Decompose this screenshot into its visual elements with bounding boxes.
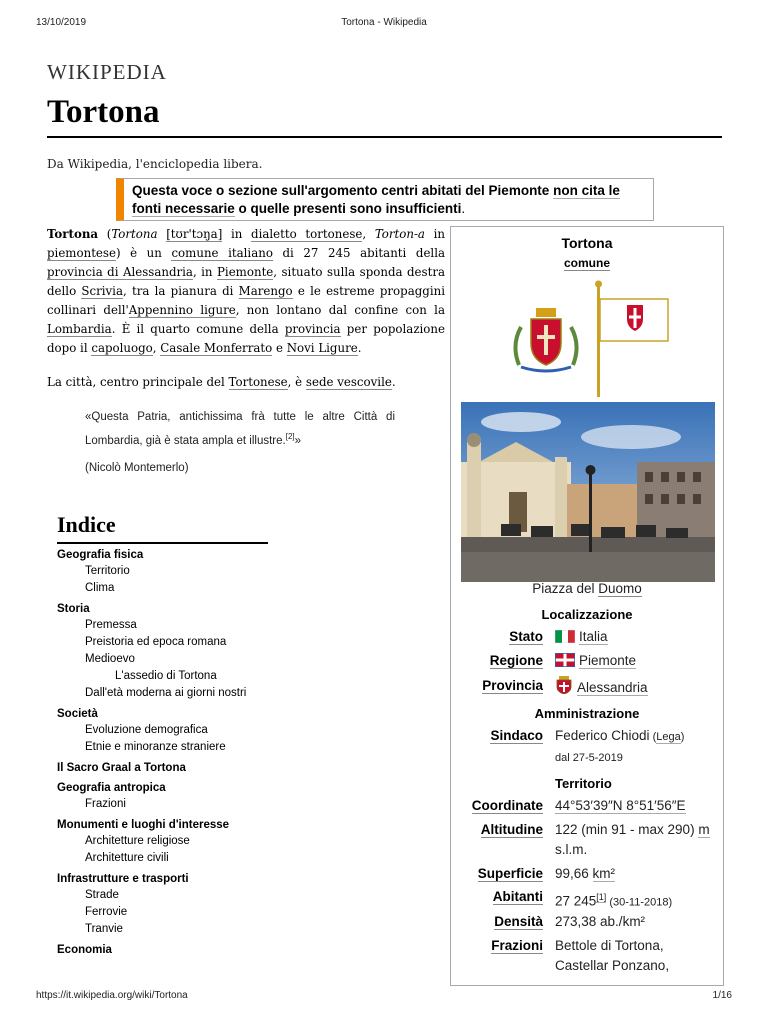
infobox-title: Tortona	[561, 235, 613, 251]
provincia-link[interactable]: provincia	[284, 322, 341, 336]
regione-label[interactable]: Regione	[489, 653, 543, 668]
party-close: )	[680, 731, 685, 743]
notice-period: .	[461, 201, 466, 216]
city-text: La città, centro principale del	[47, 375, 229, 389]
stato-value[interactable]: Italia	[579, 629, 608, 644]
tagline: Da Wikipedia, l'enciclopedia libera.	[47, 157, 263, 171]
intro-text: di 27 245 abitanti della	[272, 246, 446, 260]
sede-vescovile-link[interactable]: sede vescovile	[305, 375, 392, 389]
appennino-link[interactable]: Appennino ligure	[128, 303, 236, 317]
intro-text: in	[222, 227, 252, 241]
toc-item[interactable]: Società	[57, 708, 98, 720]
infobox	[450, 226, 724, 986]
scrivia-link[interactable]: Scrivia	[81, 284, 123, 298]
densita-label[interactable]: Densità	[494, 914, 543, 929]
capoluogo-link[interactable]: capoluogo	[91, 341, 153, 355]
intro-text: e le estreme propaggini collinari dell'	[47, 284, 445, 317]
toc-item[interactable]: Strade	[85, 889, 119, 901]
toc-item[interactable]: Geografia fisica	[57, 549, 144, 561]
altitudine-unit-text: s.l.m.	[555, 842, 588, 857]
quote-block	[85, 408, 395, 451]
infobox-subtitle	[451, 256, 723, 270]
sindaco-value: Federico Chiodi	[555, 728, 650, 743]
altitudine-label[interactable]: Altitudine	[480, 822, 543, 837]
ipa-link[interactable]: [tʊr'tɔŋa]	[166, 227, 223, 241]
piemonte-flag-icon	[555, 653, 575, 667]
piazza-duomo-photo[interactable]	[461, 402, 715, 582]
toc-item[interactable]: Dall'età moderna ai giorni nostri	[85, 687, 247, 699]
sindaco-label[interactable]: Sindaco	[490, 728, 543, 743]
quote-reference[interactable]: [2]	[285, 432, 295, 441]
provincia-label[interactable]: Provincia	[482, 678, 543, 693]
piedmontese-name: Torton-a	[374, 227, 425, 241]
toc-item[interactable]: Premessa	[85, 619, 137, 631]
citation-needed-notice	[116, 178, 654, 221]
section-localizzazione: Localizzazione	[541, 607, 633, 622]
city-paragraph	[47, 373, 396, 392]
notice-link[interactable]: non cita le fonti necessarie	[132, 183, 620, 216]
intro-text: , situato sulla sponda destra dello	[47, 265, 445, 298]
altitudine-value: 122 (min 91 - max 290)	[555, 822, 699, 837]
wikipedia-wordmark[interactable]: WIKIPEDIA	[47, 60, 167, 84]
novi-link[interactable]: Novi Ligure	[286, 341, 358, 355]
intro-text: ,	[152, 341, 161, 355]
toc-item[interactable]: Medioevo	[85, 653, 135, 665]
coordinate-label[interactable]: Coordinate	[471, 798, 543, 813]
print-header	[36, 17, 732, 31]
toc-divider	[57, 542, 268, 544]
article-subject: Tortona	[47, 227, 99, 241]
intro-text: (	[98, 227, 112, 241]
tortonese-link[interactable]: Tortonese	[228, 375, 288, 389]
dialect-name: Tortona	[111, 227, 158, 241]
quote-close: »	[294, 434, 302, 447]
duomo-link[interactable]: Duomo	[598, 581, 642, 596]
abitanti-reference[interactable]: [1]	[596, 892, 607, 902]
intro-text: ,	[362, 227, 375, 241]
toc-item[interactable]: Il Sacro Graal a Tortona	[57, 762, 186, 774]
quote-author: (Nicolò Montemerlo)	[85, 462, 189, 474]
frazioni-value: Bettole di Tortona, Castellar Ponzano,	[555, 938, 670, 973]
provincia-value[interactable]: Alessandria	[577, 680, 648, 695]
stato-label[interactable]: Stato	[509, 629, 543, 644]
toc-item[interactable]: L'assedio di Tortona	[115, 670, 217, 682]
print-page-number: 1/16	[712, 990, 732, 1001]
notice-text-end: o quelle presenti sono insufficienti	[234, 201, 462, 216]
page-title: Tortona	[47, 94, 160, 130]
toc-item[interactable]: Frazioni	[85, 798, 126, 810]
table-of-contents	[57, 549, 297, 960]
regione-value[interactable]: Piemonte	[579, 653, 637, 668]
toc-item[interactable]: Preistoria ed epoca romana	[85, 636, 227, 648]
intro-text: , non lontano dal confine con la	[235, 303, 445, 317]
intro-text: . È il quarto comune della	[111, 322, 285, 336]
superficie-unit-link[interactable]: km²	[592, 866, 616, 881]
print-footer	[36, 990, 732, 1004]
print-url: https://it.wikipedia.org/wiki/Tortona	[36, 990, 188, 1001]
toc-item[interactable]: Economia	[57, 944, 112, 956]
toc-item[interactable]: Architetture civili	[85, 852, 169, 864]
coat-of-arms-icon[interactable]	[509, 305, 583, 373]
notice-text: Questa voce o sezione sull'argomento centri abitati del Piemonte	[132, 183, 554, 198]
abitanti-date: (30-11-2018)	[606, 896, 673, 909]
abitanti-value: 27 245	[555, 893, 597, 909]
alessandria-arms-icon	[555, 676, 573, 694]
densita-unit: km²	[622, 914, 646, 929]
toc-item[interactable]: Territorio	[85, 565, 130, 577]
toc-item[interactable]: Architetture religiose	[85, 835, 190, 847]
intro-text: per popolazione dopo il	[47, 322, 445, 355]
toc-item[interactable]: Infrastrutture e trasporti	[57, 873, 189, 885]
intro-text: , in	[192, 265, 217, 279]
toc-item[interactable]: Storia	[57, 603, 90, 615]
marengo-link[interactable]: Marengo	[238, 284, 293, 298]
toc-item[interactable]: Evoluzione demografica	[85, 724, 208, 736]
altitudine-unit-link[interactable]: m	[698, 822, 710, 837]
sindaco-since: dal 27-5-2019	[555, 752, 623, 764]
comune-type-link[interactable]: comune	[563, 256, 610, 270]
lombardia-link[interactable]: Lombardia	[47, 322, 112, 336]
intro-text: , tra la pianura di	[123, 284, 239, 298]
toc-item[interactable]: Geografia antropica	[57, 782, 166, 794]
toc-item[interactable]: Monumenti e luoghi d'interesse	[57, 819, 230, 831]
toc-item[interactable]: Clima	[85, 582, 115, 594]
party-link[interactable]: Lega	[656, 731, 681, 743]
photo-caption	[451, 581, 723, 596]
print-page-title: Tortona - Wikipedia	[341, 17, 427, 28]
piemonte-link[interactable]: Piemonte	[216, 265, 274, 279]
party-open: (	[649, 731, 657, 743]
dialect-link[interactable]: dialetto tortonese	[251, 227, 363, 241]
intro-text: ) è un	[115, 246, 172, 260]
quote-text: «Questa Patria, antichissima frà tutte le altre Città di Lombardia, già è stata ampla et illustre.	[85, 411, 395, 447]
intro-text: .	[357, 341, 362, 355]
caption-text: Piazza del	[532, 581, 599, 596]
intro-text: e	[272, 341, 287, 355]
abitanti-label[interactable]: Abitanti	[492, 889, 543, 904]
title-divider	[47, 136, 722, 138]
city-text: , è	[287, 375, 306, 389]
frazioni-label[interactable]: Frazioni	[491, 938, 543, 953]
toc-item[interactable]: Ferrovie	[85, 906, 128, 918]
section-amministrazione: Amministrazione	[534, 706, 640, 721]
superficie-label[interactable]: Superficie	[477, 866, 543, 881]
toc-item[interactable]: Tranvie	[85, 923, 123, 935]
densita-value: 273,38 ab./	[555, 914, 623, 929]
casale-link[interactable]: Casale Monferrato	[160, 341, 273, 355]
intro-paragraph	[47, 225, 445, 358]
italy-flag-icon	[555, 630, 575, 643]
coordinate-value[interactable]: 44°53′39″N 8°51′56″E	[555, 798, 686, 813]
comune-link[interactable]: comune italiano	[171, 246, 273, 260]
toc-title: Indice	[57, 512, 116, 537]
city-text: .	[391, 375, 396, 389]
province-link[interactable]: provincia di Alessandria	[47, 265, 193, 279]
piedmontese-link[interactable]: piemontese	[47, 246, 116, 260]
print-date: 13/10/2019	[36, 17, 87, 28]
section-territorio: Territorio	[555, 776, 612, 791]
flag-icon[interactable]	[593, 279, 677, 399]
superficie-value: 99,66	[555, 866, 593, 881]
toc-item[interactable]: Etnie e minoranze straniere	[85, 741, 226, 753]
intro-text: in	[424, 227, 446, 241]
